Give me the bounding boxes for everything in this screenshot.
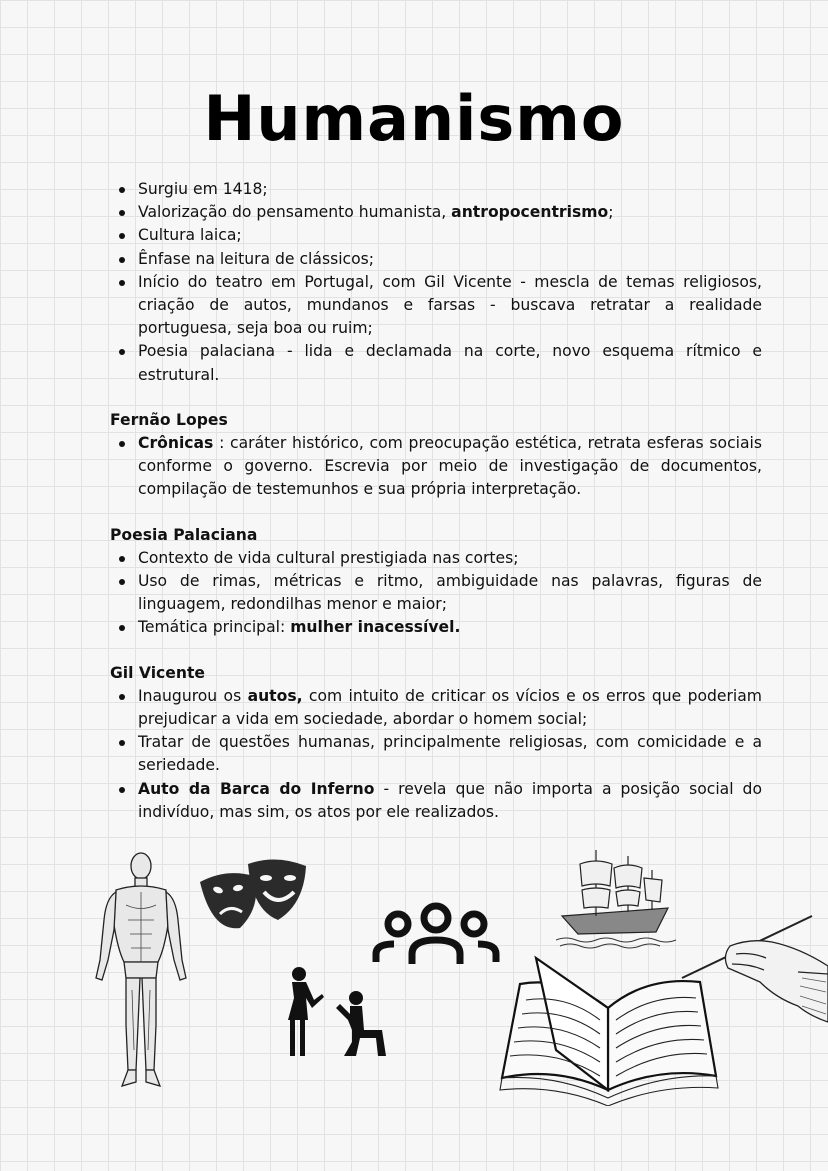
section-heading: Gil Vicente [110, 663, 206, 682]
list-item: Contexto de vida cultural prestigiada nas cortes; [110, 547, 762, 570]
list-item: Valorização do pensamento humanista, antropocentrismo; [110, 201, 762, 224]
list-item: Início do teatro em Portugal, com Gil Vicente - mescla de temas religiosos, criação de autos, mundanos e farsas - buscava retratar a realidade portuguesa, seja boa ou ruim; [110, 271, 762, 341]
list-item: Uso de rimas, métricas e ritmo, ambiguidade nas palavras, figuras de linguagem, redondilhas menor e maior; [110, 570, 762, 616]
writing-hand [680, 912, 828, 1030]
section-poesia-palaciana [110, 524, 762, 640]
anatomy-figure [86, 850, 196, 1092]
group-icon [370, 898, 500, 970]
poesia-list [110, 547, 762, 640]
section-heading: Poesia Palaciana [110, 525, 258, 544]
intro-list [110, 178, 762, 387]
caravel-ship [556, 846, 680, 950]
list-item: Auto da Barca do Inferno - revela que não importa a posição social do indivíduo, mas sim, os atos por ele realizados. [110, 778, 762, 824]
list-item: Cultura laica; [110, 224, 762, 247]
section-fernao-lopes [110, 409, 762, 502]
list-item: Ênfase na leitura de clássicos; [110, 248, 762, 271]
list-item: Inaugurou os autos, com intuito de criticar os vícios e os erros que poderiam prejudicar a vida em sociedade, abordar o homem social; [110, 685, 762, 731]
proposal-silhouette [282, 964, 400, 1060]
content [110, 178, 762, 824]
gil-list [110, 685, 762, 824]
section-heading: Fernão Lopes [110, 410, 228, 429]
list-item: Tratar de questões humanas, principalmente religiosas, com comicidade e a seriedade. [110, 731, 762, 777]
theatre-masks-icon [196, 856, 310, 936]
list-item: Crônicas : caráter histórico, com preocupação estética, retrata esferas sociais conforme o governo. Escrevia por meio de investigação de documentos, compilação de testemunhos e sua própria interpretação. [110, 432, 762, 502]
list-item: Temática principal: mulher inacessível. [110, 616, 762, 639]
section-gil-vicente [110, 662, 762, 824]
fernao-list [110, 432, 762, 502]
page-title: Humanismo [203, 82, 625, 155]
list-item: Surgiu em 1418; [110, 178, 762, 201]
list-item: Poesia palaciana - lida e declamada na corte, novo esquema rítmico e estrutural. [110, 340, 762, 386]
